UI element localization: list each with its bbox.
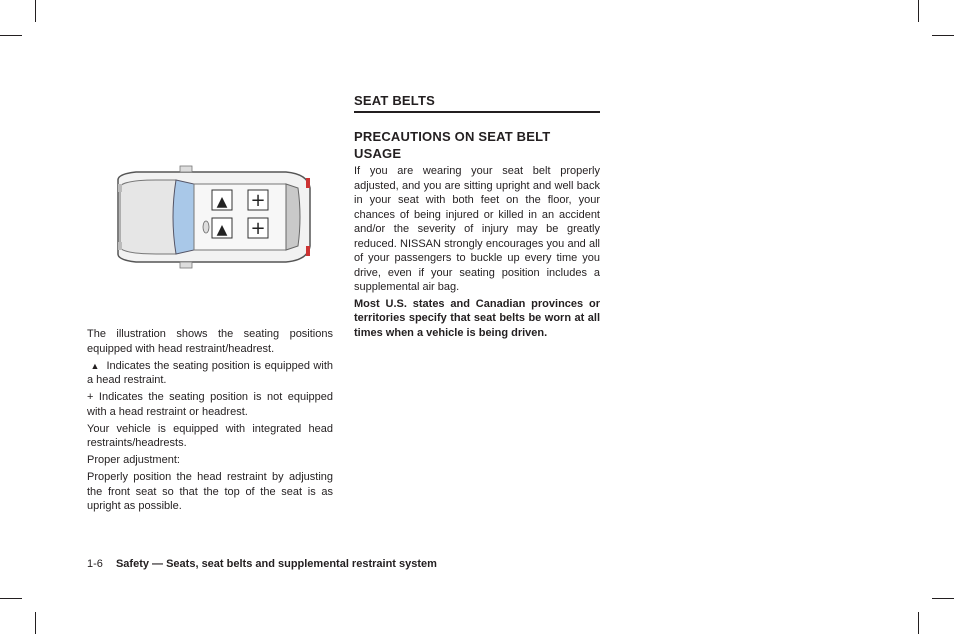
- car-top-view-diagram: [96, 128, 336, 308]
- intro-paragraph: The illustration shows the seating positions equipped with head restraint/headrest.: [87, 328, 333, 355]
- rear-left-no-restraint-icon: +: [250, 190, 266, 211]
- legal-requirement-paragraph: Most U.S. states and Canadian provinces or territories specify that seat belts be worn at all times when a vehicle is being driven.: [354, 297, 600, 339]
- restraint-equipped-paragraph: [87, 359, 333, 388]
- crop-mark: [0, 35, 22, 36]
- subsection-title: PRECAUTIONS ON SEAT BELT USAGE: [354, 129, 551, 161]
- rear-right-no-restraint-icon: +: [250, 218, 266, 239]
- front-right-head-restraint-icon: ▲: [216, 222, 228, 238]
- proper-adjustment-label: Proper adjustment:: [87, 454, 180, 466]
- crop-mark: [35, 0, 36, 22]
- adjustment-instructions-paragraph: Properly position the head restraint by adjusting the front seat so that the top of the seat is as upright as possible.: [87, 471, 333, 512]
- left-column: [87, 327, 333, 516]
- page-footer: [87, 558, 437, 570]
- crop-mark: [35, 612, 36, 634]
- page-number: 1-6: [87, 558, 103, 570]
- front-left-head-restraint-icon: ▲: [216, 194, 228, 210]
- precautions-paragraph: If you are wearing your seat belt properly adjusted, and you are sitting upright and well back in your seat with both feet on the floor, your chances of being injured or killed in an accident and/or the severity of injury may be greatly reduced. NISSAN strongly encourages you and all of your passengers to buckle up every time you drive, even if your seating position includes a supplemental air bag.: [354, 165, 600, 293]
- right-column: [354, 93, 600, 340]
- integrated-restraints-paragraph: Your vehicle is equipped with integrated head restraints/headrests.: [87, 422, 333, 449]
- crop-mark: [0, 598, 22, 599]
- restraint-not-equipped-paragraph: + Indicates the seating position is not equipped with a head restraint or headrest.: [87, 391, 333, 418]
- crop-mark: [932, 35, 954, 36]
- chapter-title: Safety — Seats, seat belts and supplemental restraint system: [115, 558, 437, 570]
- crop-mark: [918, 612, 919, 634]
- crop-mark: [918, 0, 919, 22]
- section-title: SEAT BELTS: [354, 93, 600, 113]
- restraint-equipped-text: Indicates the seating position is equipped with a head restraint.: [87, 359, 333, 386]
- triangle-icon: ▲: [90, 360, 100, 371]
- seating-illustration: [96, 128, 336, 308]
- crop-mark: [932, 598, 954, 599]
